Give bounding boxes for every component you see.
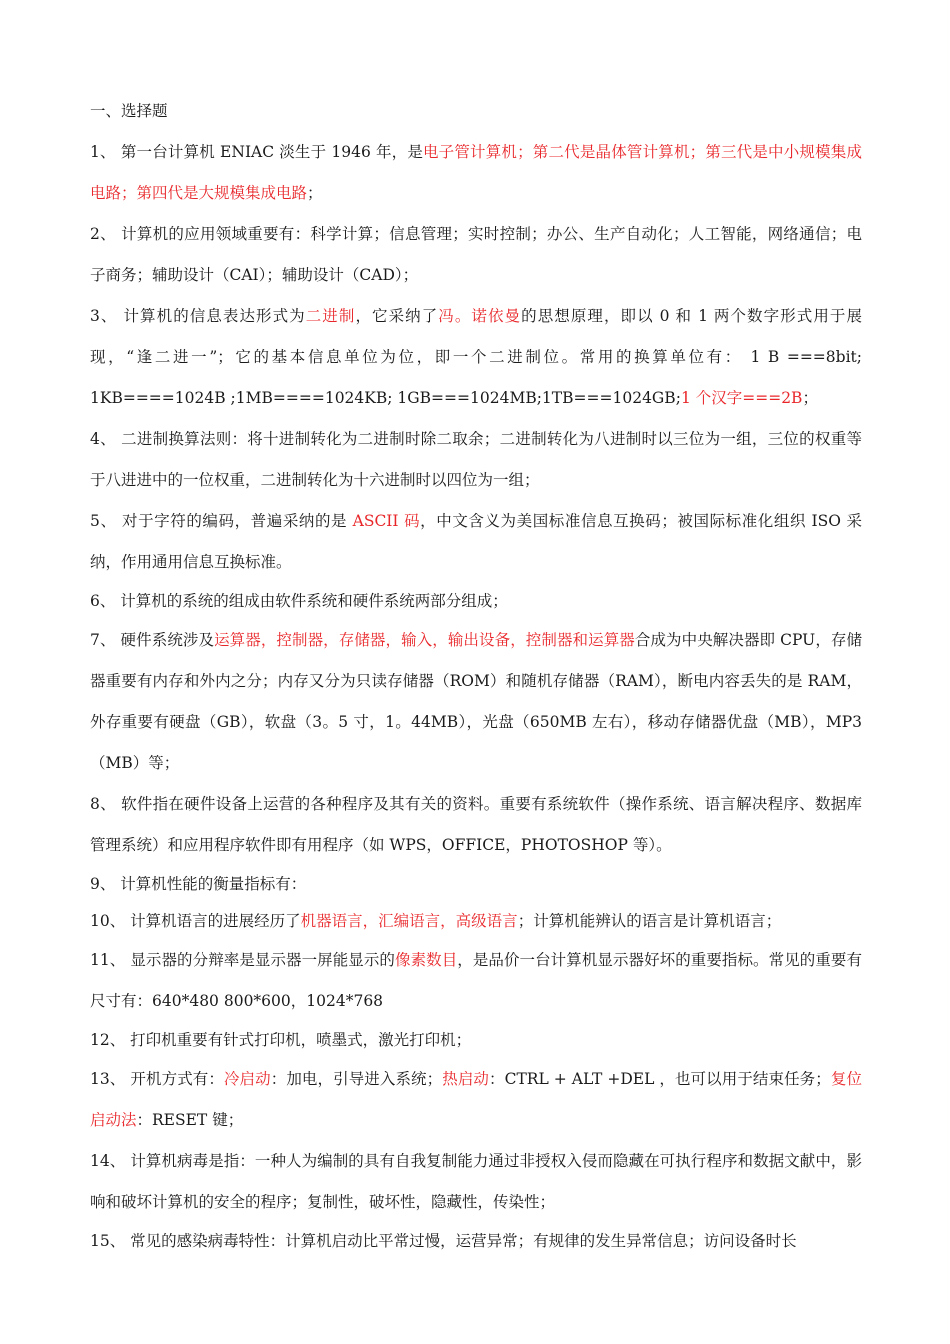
item-number: 3、: [90, 307, 118, 325]
item-text: ：CTRL + ALT +DEL ，也可以用于结束任务；: [489, 1070, 831, 1088]
list-item: [90, 419, 862, 501]
list-item: [90, 940, 862, 1022]
item-text: ，它采纳了: [355, 307, 439, 325]
highlighted-text: 机器语言，汇编语言，高级语言: [300, 912, 518, 930]
highlighted-text: 冷启动: [223, 1070, 271, 1088]
list-item: [90, 784, 862, 866]
item-number: 8、: [90, 795, 116, 813]
item-number: 14、: [90, 1152, 126, 1170]
item-text: ：RESET 键；: [136, 1111, 244, 1129]
highlighted-text: 像素数目: [395, 951, 458, 969]
list-item: [90, 620, 862, 784]
highlighted-text: 1 个汉字===2B: [680, 389, 803, 407]
list-item: [90, 296, 862, 419]
highlighted-text: 复位启动法: [90, 1070, 862, 1129]
list-item: [90, 866, 862, 903]
list-item: [90, 583, 862, 620]
item-text: 计算机病毒是指：一种人为编制的具有自我复制能力通过非授权入侵而隐藏在可执行程序和数据文献中，影响和破坏计算机的安全的程序；复制性，破坏性，隐藏性，传染性；: [90, 1152, 862, 1211]
highlighted-text: 电子管计算机；第二代是晶体管计算机；第三代是中小规模集成电路；第四代是大规模集成电路: [90, 143, 862, 202]
item-number: 5、: [90, 512, 117, 530]
highlighted-text: 运算器，控制器，存储器，输入，输出设备，控制器和运算器: [214, 631, 635, 649]
highlighted-text: 二进制: [305, 307, 356, 325]
highlighted-text: 热启动: [442, 1070, 489, 1088]
item-text: 显示器的分辩率是显示器一屏能显示的: [125, 951, 395, 969]
list-item: [90, 1059, 862, 1141]
highlighted-text: 冯。诺依曼: [438, 307, 522, 325]
list-item: [90, 501, 862, 583]
item-text: 合成为中央解决器即 CPU，存储器重要有内存和外内之分；内存又分为只读存储器（ROM）和随机存储器（RAM），断电内容丢失的是 RAM，外存重要有硬盘（GB），软盘（3。5 寸，1。44MB），光盘（650MB 左右），移动存储器优盘（MB），MP3（MB）等；: [90, 631, 862, 772]
item-text: ，中文含义为美国标准信息互换码；被国际标准化组织 ISO 采纳，作用通用信息互换标准。: [90, 512, 862, 571]
item-text: 硬件系统涉及: [115, 631, 215, 649]
item-text: 计算机的信息表达形式为: [117, 307, 306, 325]
highlighted-text: ASCII 码: [352, 512, 421, 530]
item-text: 软件指在硬件设备上运营的各种程序及其有关的资料。重要有系统软件（操作系统、语言解决程序、数据库管理系统）和应用程序软件即有用程序（如 WPS，OFFICE，PHOTOSHOP 等）。: [90, 795, 862, 854]
item-text: 计算机的系统的组成由软件系统和硬件系统两部分组成；: [115, 592, 508, 610]
item-number: 4、: [90, 430, 116, 448]
item-number: 2、: [90, 225, 116, 243]
item-number: 12、: [90, 1031, 126, 1049]
item-number: 11、: [90, 951, 126, 969]
list-item: [90, 1141, 862, 1223]
item-number: 13、: [90, 1070, 126, 1088]
list-item: [90, 1223, 862, 1260]
list-item: [90, 132, 862, 214]
item-text: 对于字符的编码，普遍采纳的是: [116, 512, 353, 530]
item-text: 二进制换算法则：将十进制转化为二进制时除二取余；二进制转化为八进制时以三位为一组，三位的权重等于八进进中的一位权重，二进制转化为十六进制时以四位为一组；: [90, 430, 862, 489]
item-text: 第一台计算机 ENIAC 淡生于 1946 年，是: [115, 143, 423, 161]
item-text: ；计算机能辨认的语言是计算机语言；: [517, 912, 782, 930]
list-item: [90, 903, 862, 940]
item-text: 开机方式有：: [125, 1070, 224, 1088]
item-text: 打印机重要有针式打印机，喷墨式，激光打印机；: [125, 1031, 472, 1049]
item-text: 常见的感染病毒特性：计算机启动比平常过慢，运营异常；有规律的发生异常信息；访问设备时长: [125, 1232, 797, 1250]
item-number: 15、: [90, 1232, 126, 1250]
item-text: 计算机语言的进展经历了: [125, 912, 301, 930]
list-item: [90, 214, 862, 296]
item-text: 计算机的应用领域重要有：科学计算；信息管理；实时控制；办公、生产自动化；人工智能，网络通信；电子商务；辅助设计（CAI）；辅助设计（CAD）；: [90, 225, 862, 284]
item-text: ，是品价一台计算机显示器好坏的重要指标。常见的重要有尺寸有：640*480 800*600，1024*768: [90, 951, 862, 1010]
item-number: 6、: [90, 592, 116, 610]
item-number: 9、: [90, 875, 116, 893]
section-heading: 一、选择题: [90, 102, 168, 120]
item-text: 计算机性能的衡量指标有：: [115, 875, 307, 893]
item-text: ；: [802, 389, 818, 407]
item-number: 10、: [90, 912, 126, 930]
document-body: [90, 96, 862, 1260]
item-text: ；: [307, 184, 323, 202]
item-text: 的思想原理，即以 0 和 1 两个数字形式用于展现，“逢二进一”；它的基本信息单位为位，即一个二进制位。常用的换算单位有： 1 B ===8bit; 1KB====1024B ;1MB====1024KB; 1GB===1024MB;1TB===1024GB;: [90, 307, 862, 407]
list-item: [90, 1022, 862, 1059]
item-number: 1、: [90, 143, 116, 161]
item-text: ：加电，引导进入系统；: [270, 1070, 443, 1088]
item-number: 7、: [90, 631, 116, 649]
